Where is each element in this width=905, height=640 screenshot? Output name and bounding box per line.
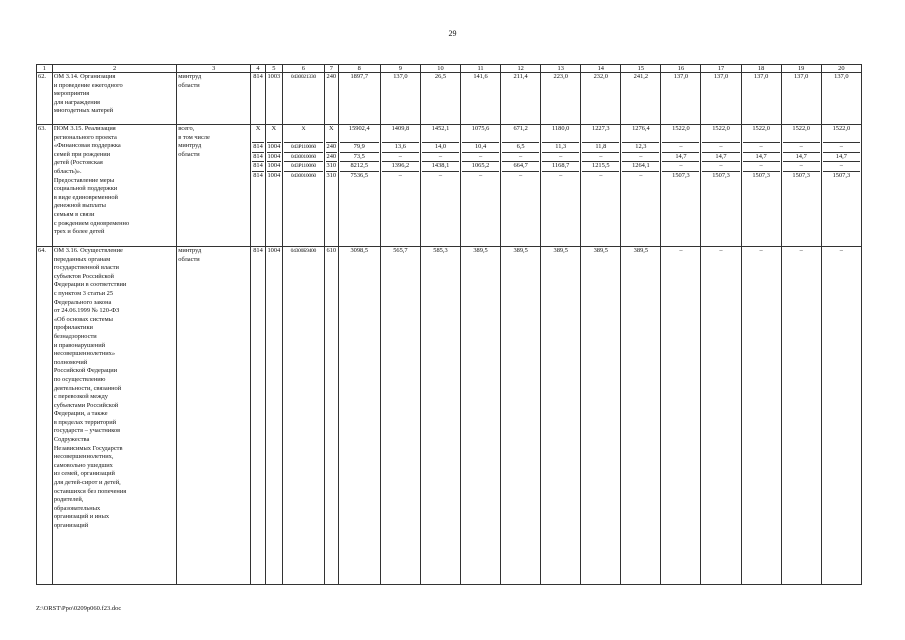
header-cell: 8 (338, 65, 380, 73)
value-line: 211,4 (513, 73, 528, 80)
header-cell: 5 (265, 65, 282, 73)
value-line: 664,7 (502, 161, 539, 171)
value-cell (501, 247, 541, 585)
value-line: 814 (253, 247, 263, 254)
value-cell (461, 125, 501, 247)
activity-name-line: Российской Федерации (53, 367, 118, 375)
value-line: – (462, 171, 499, 181)
value-cell (461, 73, 501, 125)
value-line: 1003 (267, 73, 281, 80)
row-number: 64. (37, 247, 53, 585)
activity-name-line: организаций (53, 522, 89, 529)
value-cell (501, 125, 541, 247)
value-line: – (542, 152, 579, 162)
value-line: 240 (326, 73, 337, 80)
value-cell (420, 73, 460, 125)
value-line: 8212,5 (340, 161, 379, 171)
value-line: 814 (253, 171, 263, 179)
value-line: – (382, 171, 419, 181)
header-cell: 9 (380, 65, 420, 73)
value-cell (265, 247, 282, 585)
value-line: 1507,3 (823, 171, 860, 181)
value-line: 1507,3 (743, 171, 780, 181)
value-cell (541, 73, 581, 125)
value-line: – (759, 247, 763, 254)
header-cell: 14 (581, 65, 621, 73)
value-line: 14,7 (823, 152, 860, 162)
value-line: 137,0 (673, 73, 689, 80)
activity-name-line: многодетных матерей (53, 107, 114, 115)
value-line: – (382, 152, 419, 162)
value-line: 043P110060 (284, 142, 323, 152)
activity-name-line: с перевозкой между (53, 393, 108, 401)
executor-line: в том числе (178, 133, 210, 141)
value-cell (741, 247, 781, 585)
value-line: – (622, 152, 659, 162)
value-line: 1507,3 (662, 171, 699, 181)
value-line: 240 (326, 143, 337, 151)
value-cell (420, 125, 460, 247)
activity-name-line: субъектов Российской (53, 272, 114, 280)
value-line: 04300Б9400 (290, 248, 317, 254)
value-cell (338, 125, 380, 247)
value-line: 137,0 (753, 73, 769, 80)
activity-name-line: по осуществлению (53, 375, 106, 383)
value-cell (821, 125, 861, 247)
activity-name-line: ОМ 3.14. Организация (53, 73, 116, 80)
value-cell (701, 247, 741, 585)
value-line: 310 (326, 171, 337, 179)
activity-name-line: переданных органам (53, 255, 111, 263)
value-line: 15902,4 (348, 125, 370, 132)
value-line: 1004 (267, 171, 281, 179)
value-line: 14,7 (662, 152, 699, 162)
activity-name-line: организаций и иных (53, 513, 110, 521)
value-cell (380, 247, 420, 585)
value-line: – (743, 142, 780, 152)
executor (177, 73, 251, 125)
value-line: – (799, 247, 803, 254)
value-line: – (502, 152, 539, 162)
value-cell (251, 73, 266, 125)
executor-line: минтруд (178, 73, 202, 80)
budget-table (36, 64, 862, 585)
value-line: – (702, 161, 739, 171)
value-line: 10,4 (462, 142, 499, 152)
executor-line: области (178, 150, 200, 158)
value-line: 814 (253, 152, 263, 160)
activity-name-line: денежной выплаты (53, 202, 106, 210)
value-line: – (679, 247, 683, 254)
row-number: 62. (37, 73, 53, 125)
activity-name-line: семьям в связи (53, 210, 95, 218)
activity-name-line: с пунктом 3 статьи 25 (53, 289, 114, 297)
value-line: – (783, 161, 820, 171)
value-line: 814 (253, 143, 263, 151)
value-cell (265, 73, 282, 125)
activity-name-line: Предоставление меры (53, 176, 115, 184)
activity-name-line: семей при рождении (53, 150, 111, 158)
value-cell (741, 125, 781, 247)
value-cell (282, 125, 324, 247)
activity-name-line: мероприятия (53, 90, 90, 98)
value-cell (265, 125, 282, 247)
activity-name (52, 247, 176, 585)
activity-name-line: регионального проекта (53, 133, 117, 141)
value-line: 043P110060 (284, 161, 323, 171)
value-line: 1180,0 (552, 125, 570, 132)
header-cell: 17 (701, 65, 741, 73)
value-line: 814 (253, 162, 263, 170)
value-cell (338, 247, 380, 585)
value-line: 1004 (267, 162, 281, 170)
executor-line: минтруд (178, 247, 202, 254)
value-line: 14,7 (702, 152, 739, 162)
value-cell (541, 125, 581, 247)
activity-name-line: государств – участников (53, 427, 121, 435)
value-cell (661, 73, 701, 125)
value-cell (420, 247, 460, 585)
header-cell: 3 (177, 65, 251, 73)
activity-name-line: для детей-сирот и детей, (53, 479, 121, 487)
footer-filepath: Z:\ORST\Ppo\0209p060.f23.doc (36, 605, 122, 612)
activity-name-line: в виде единовременной (53, 193, 118, 201)
value-line: 1507,3 (702, 171, 739, 181)
activity-name-line: образовательных (53, 504, 101, 512)
value-line: 389,5 (553, 247, 568, 254)
value-line: 11,3 (542, 142, 579, 152)
value-line: – (662, 142, 699, 152)
header-cell: 6 (282, 65, 324, 73)
value-line: 0430010060 (284, 152, 323, 162)
value-cell (661, 125, 701, 247)
value-line: 11,8 (582, 142, 619, 152)
header-cell: 19 (781, 65, 821, 73)
value-cell (781, 73, 821, 125)
activity-name-line: и правонарушений (53, 341, 106, 349)
activity-name-line: самовольно ушедших (53, 461, 113, 469)
header-cell: 20 (821, 65, 861, 73)
table-row (37, 73, 862, 125)
value-cell (251, 125, 266, 247)
activity-name-line: Федерации в соответствии (53, 281, 127, 289)
activity-name-line: деятельности, связанной (53, 384, 122, 392)
executor (177, 125, 251, 247)
activity-name-line: трех и более детей (53, 228, 105, 236)
value-line: – (462, 152, 499, 162)
activity-name (52, 125, 176, 247)
value-line: 241,2 (633, 73, 649, 80)
activity-name-line: социальной поддержки (53, 185, 118, 193)
value-line: 1215,5 (582, 161, 619, 171)
value-cell (621, 73, 661, 125)
value-line: 1522,0 (712, 125, 730, 132)
activity-name-line: «Об основах системы (53, 315, 113, 323)
value-line: 389,5 (513, 247, 528, 254)
value-line: 1438,1 (422, 161, 459, 171)
activity-name-line: в пределах территорий (53, 418, 117, 426)
value-line: 1396,2 (382, 161, 419, 171)
value-line: 389,5 (633, 247, 649, 254)
value-line: 814 (253, 73, 263, 80)
value-cell (581, 125, 621, 247)
value-line: 1264,1 (622, 161, 659, 171)
value-line: 13,6 (382, 142, 419, 152)
value-line: 671,2 (513, 125, 528, 132)
value-cell (324, 125, 338, 247)
page-number: 29 (448, 29, 457, 38)
value-cell (380, 125, 420, 247)
value-line: 14,7 (743, 152, 780, 162)
value-line: Х (301, 126, 306, 132)
value-line: Х (329, 125, 334, 132)
activity-name-line: с рождением одновременно (53, 219, 130, 227)
value-line: 1522,0 (832, 125, 851, 132)
value-line: 1409,8 (391, 125, 410, 132)
activity-name (52, 73, 176, 125)
value-line: 610 (326, 247, 337, 254)
activity-name-line: Содружества (53, 436, 90, 444)
executor-line: минтруд (178, 142, 202, 150)
value-line: – (823, 142, 860, 152)
value-line: 585,3 (433, 247, 448, 254)
value-line: 14,7 (783, 152, 820, 162)
header-cell: 7 (324, 65, 338, 73)
value-line: 26,5 (434, 73, 447, 80)
value-line: 137,0 (834, 73, 849, 80)
executor-line: области (178, 255, 200, 263)
value-cell (282, 73, 324, 125)
value-cell (380, 73, 420, 125)
value-line: 1897,7 (350, 73, 369, 80)
table-row (37, 125, 862, 247)
activity-name-line: Федерального закона (53, 298, 112, 306)
value-line: 240 (326, 152, 337, 160)
table-row (37, 247, 862, 585)
activity-name-line: оставшихся без попечения (53, 487, 127, 495)
header-cell: 1 (37, 65, 53, 73)
value-line: – (422, 171, 459, 181)
value-line: – (622, 171, 659, 181)
value-line: 3098,5 (350, 247, 369, 254)
activity-name-line: от 24.06.1999 № 120-ФЗ (53, 307, 120, 315)
value-line: – (783, 142, 820, 152)
header-cell: 10 (420, 65, 460, 73)
value-line: – (839, 247, 843, 254)
activity-name-line: несовершеннолетних, (53, 453, 114, 461)
value-line: 79,9 (340, 142, 379, 152)
value-line: 73,5 (340, 152, 379, 162)
activity-name-line: профилактики (53, 324, 93, 332)
header-cell: 11 (461, 65, 501, 73)
value-line: Х (271, 125, 277, 132)
value-line: 0430010060 (284, 171, 323, 181)
value-line: 137,0 (393, 73, 408, 80)
activity-name-line: ОМ 3.16. Осуществление (53, 247, 123, 254)
value-cell (621, 247, 661, 585)
value-line: 1004 (267, 247, 281, 254)
header-cell: 12 (501, 65, 541, 73)
value-cell (781, 247, 821, 585)
value-line: 1075,6 (471, 125, 490, 132)
value-line: 223,0 (553, 73, 568, 80)
value-line: 12,3 (622, 142, 659, 152)
value-line: – (582, 152, 619, 162)
value-line: 1227,3 (592, 125, 610, 132)
activity-name-line: субъектами Российской (53, 401, 119, 409)
activity-name-line: ПОМ 3.15. Реализация (53, 125, 116, 132)
header-cell: 13 (541, 65, 581, 73)
activity-name-line: Независимых Государств (53, 444, 123, 452)
value-line: 137,0 (713, 73, 729, 80)
value-line: – (502, 171, 539, 181)
value-cell (781, 125, 821, 247)
value-line: 389,5 (473, 247, 488, 254)
row-number: 63. (37, 125, 53, 247)
header-cell: 15 (621, 65, 661, 73)
value-line: – (823, 161, 860, 171)
value-cell (251, 247, 266, 585)
activity-name-line: «Финансовая поддержка (53, 142, 121, 150)
header-cell: 4 (251, 65, 266, 73)
value-line: Х (255, 125, 261, 132)
value-line: 7536,5 (340, 171, 379, 181)
value-line: 1004 (267, 152, 281, 160)
activity-name-line: детей (Ростовская (53, 159, 103, 167)
value-line: – (743, 161, 780, 171)
value-cell (821, 247, 861, 585)
value-line: – (719, 247, 723, 254)
value-line: 232,0 (593, 73, 608, 80)
value-line: 389,5 (593, 247, 608, 254)
header-row (37, 65, 862, 73)
value-line: 141,6 (473, 73, 488, 80)
value-cell (701, 125, 741, 247)
value-line: – (422, 152, 459, 162)
activity-name-line: и проведение ежегодного (53, 81, 123, 89)
value-line: 1065,2 (462, 161, 499, 171)
value-line: 1507,3 (783, 171, 820, 181)
value-cell (338, 73, 380, 125)
value-line: 310 (326, 162, 337, 170)
value-cell (701, 73, 741, 125)
value-cell (741, 73, 781, 125)
value-line: 137,0 (793, 73, 809, 80)
value-cell (621, 125, 661, 247)
value-line: 1276,4 (632, 125, 650, 132)
activity-name-line: безнадзорности (53, 332, 97, 340)
value-line: 1168,7 (542, 161, 579, 171)
value-cell (282, 247, 324, 585)
header-cell: 2 (52, 65, 176, 73)
value-line: 1522,0 (792, 125, 810, 132)
value-line: 565,7 (393, 247, 408, 254)
activity-name-line: из семей, организаций (53, 470, 115, 478)
value-cell (324, 247, 338, 585)
value-cell (661, 247, 701, 585)
activity-name-line: для награждения (53, 98, 100, 106)
header-cell: 18 (741, 65, 781, 73)
value-line: – (542, 171, 579, 181)
value-line: 14,0 (422, 142, 459, 152)
value-cell (581, 73, 621, 125)
value-line: 0430021330 (290, 74, 316, 80)
value-cell (821, 73, 861, 125)
value-cell (501, 73, 541, 125)
value-cell (541, 247, 581, 585)
header-cell: 16 (661, 65, 701, 73)
value-line: 6,5 (502, 142, 539, 152)
value-line: – (662, 161, 699, 171)
executor-line: области (178, 81, 200, 89)
value-line: 1452,1 (431, 125, 450, 132)
value-line: 1522,0 (672, 125, 690, 132)
value-cell (461, 247, 501, 585)
activity-name-line: область)». (53, 167, 82, 175)
value-line: – (702, 142, 739, 152)
value-cell (324, 73, 338, 125)
activity-name-line: государственной власти (53, 264, 119, 272)
executor (177, 247, 251, 585)
activity-name-line: Федерации, а также (53, 410, 108, 418)
activity-name-line: полномочий (53, 358, 88, 366)
value-cell (581, 247, 621, 585)
activity-name-line: несовершеннолетних» (53, 350, 116, 358)
value-line: – (582, 171, 619, 181)
activity-name-line: родителей, (53, 496, 84, 504)
value-line: 1522,0 (752, 125, 770, 132)
executor-line: всего, (178, 125, 195, 132)
value-line: 1004 (267, 143, 281, 151)
